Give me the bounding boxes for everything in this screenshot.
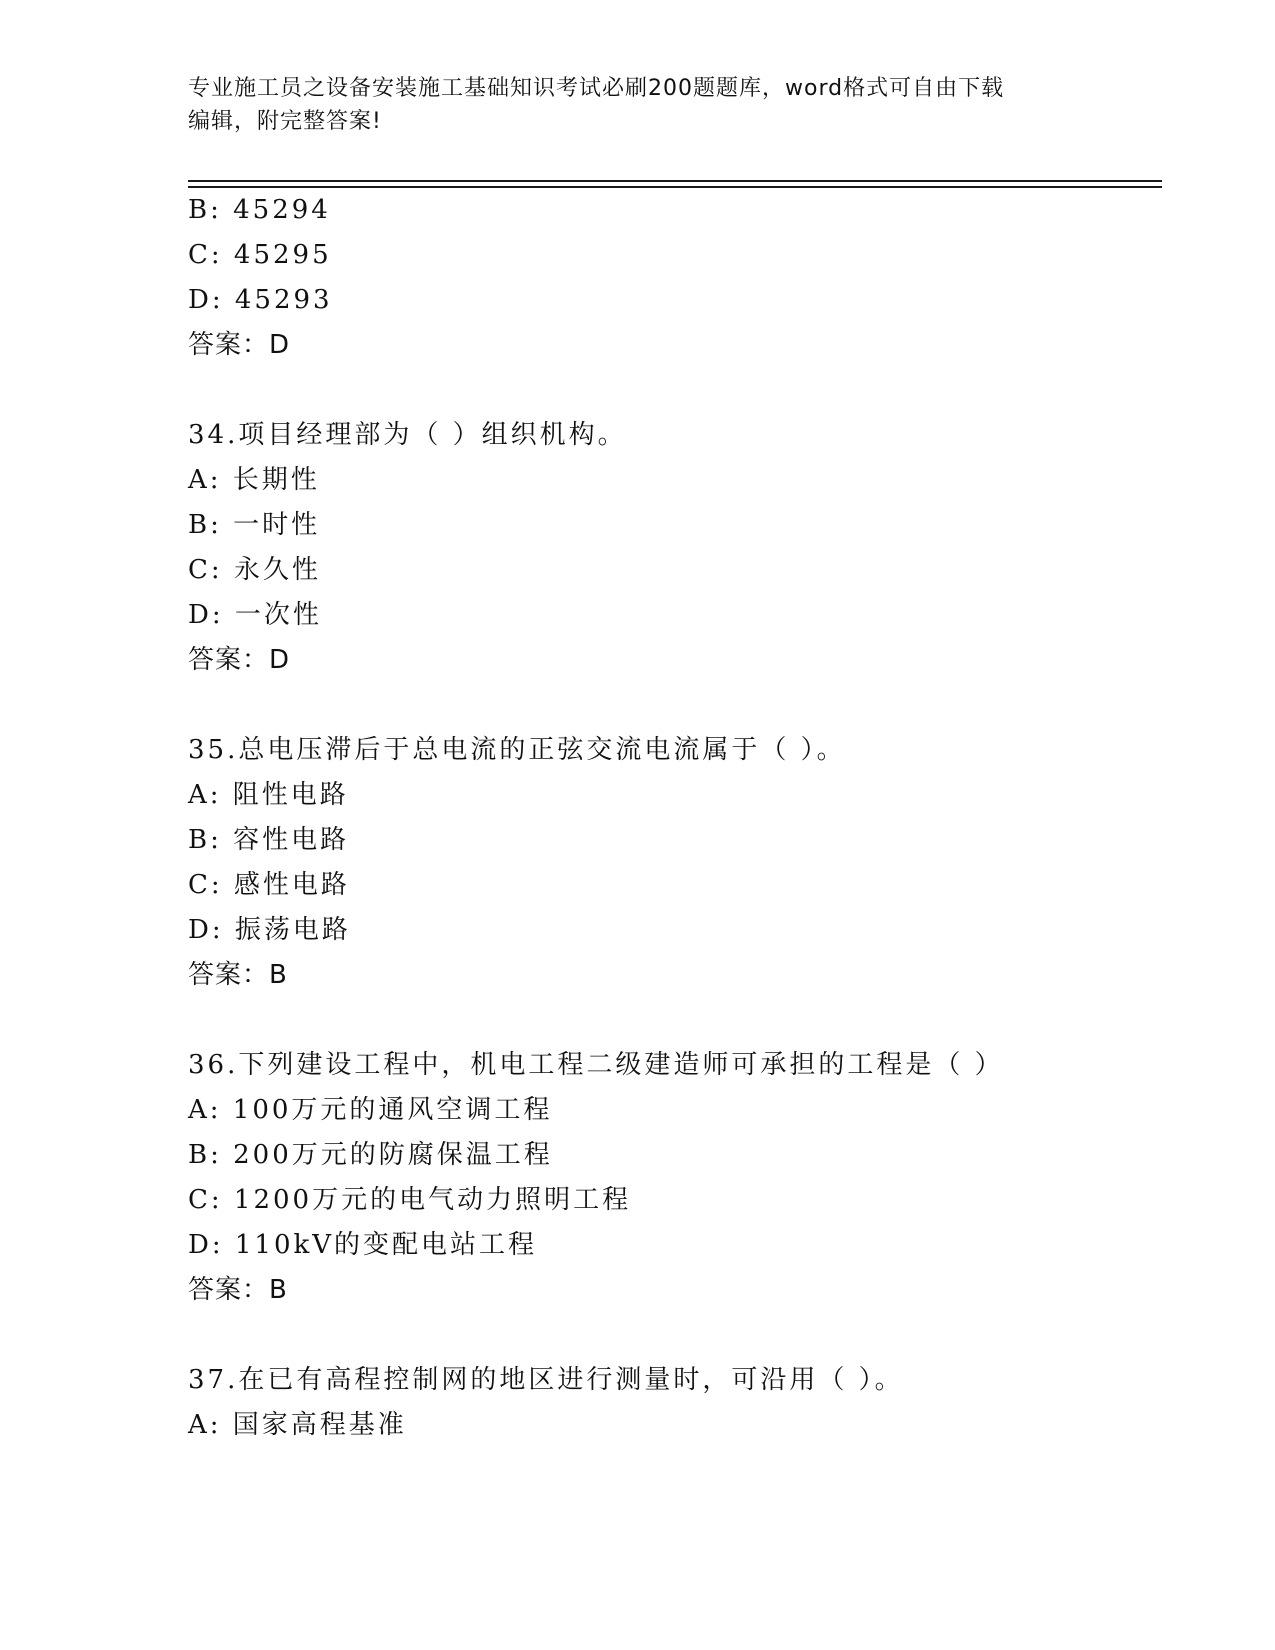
question-34-stem: 34.项目经理部为（ ）组织机构。 [188,420,627,450]
header-divider-top [188,180,1162,182]
question-36-option-c: C: 1200万元的电气动力照明工程 [188,1185,632,1215]
question-35-stem: 35.总电压滞后于总电流的正弦交流电流属于（ ）。 [188,735,846,765]
question-34-option-d: D: 一次性 [188,600,322,630]
question-36-option-d: D: 110kV的变配电站工程 [188,1230,538,1260]
document-header [188,72,1088,138]
answer-label: 答案：D [188,330,291,360]
option-d: D: 45293 [188,285,333,315]
question-36-option-a: A: 100万元的通风空调工程 [188,1095,553,1125]
question-35-option-d: D: 振荡电路 [188,915,351,945]
question-36-stem: 36.下列建设工程中，机电工程二级建造师可承担的工程是（ ） [188,1050,1004,1080]
header-line-2: 编辑，附完整答案! [188,109,382,134]
question-37-stem: 37.在已有高程控制网的地区进行测量时，可沿用（ ）。 [188,1365,904,1395]
question-35-option-a: A: 阻性电路 [188,780,349,810]
question-35-option-c: C: 感性电路 [188,870,350,900]
question-35-answer: 答案：B [188,960,288,990]
question-34-option-c: C: 永久性 [188,555,321,585]
header-divider-bottom [188,186,1162,188]
question-37-option-a: A: 国家高程基准 [188,1410,407,1440]
question-36-option-b: B: 200万元的防腐保温工程 [188,1140,553,1170]
option-c: C: 45295 [188,240,332,270]
option-b: B: 45294 [188,195,331,225]
question-34-answer: 答案：D [188,645,291,675]
header-line-1: 专业施工员之设备安装施工基础知识考试必刷200题题库，word格式可自由下载 [188,76,1005,101]
question-35-option-b: B: 容性电路 [188,825,350,855]
question-34-option-a: A: 长期性 [188,465,320,495]
question-36-answer: 答案：B [188,1275,288,1305]
question-34-option-b: B: 一时性 [188,510,321,540]
